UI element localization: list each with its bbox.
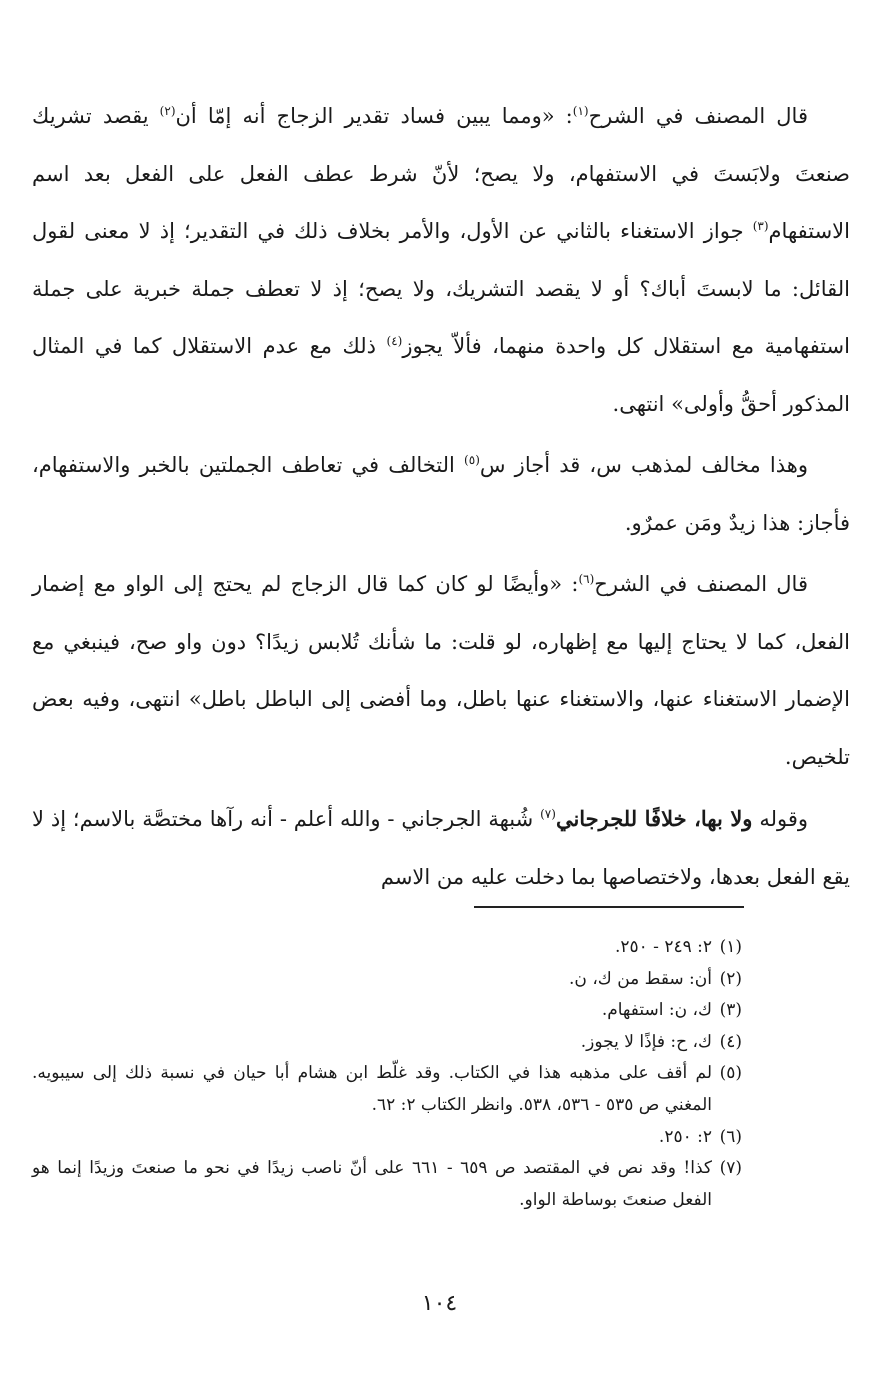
footnote-marker: (١) bbox=[572, 104, 589, 118]
footnote-number: (٣) bbox=[719, 1000, 742, 1021]
text-run: : «ومما يبين فساد تقدير الزجاج أنه إمّا أن bbox=[175, 104, 573, 128]
footnote bbox=[32, 932, 742, 964]
footnote-separator bbox=[474, 906, 744, 908]
footnote bbox=[32, 1027, 742, 1059]
text-run: وقوله bbox=[752, 807, 809, 831]
footnote-number: (٦) bbox=[719, 1126, 742, 1147]
footnote-number: (١) bbox=[719, 937, 742, 957]
footnote-marker: (٥) bbox=[464, 453, 480, 467]
paragraph bbox=[32, 437, 850, 552]
footnote bbox=[32, 1122, 742, 1154]
footnote bbox=[32, 964, 742, 996]
text-run: قال المصنف في الشرح bbox=[588, 104, 808, 128]
footnote-marker: (٧) bbox=[540, 807, 556, 821]
paragraph bbox=[32, 88, 850, 433]
footnote-marker: (٢) bbox=[159, 104, 176, 118]
text-run: شُبهة الجرجاني - والله أعلم - أنه رآها مختصَّة بالاسم؛ إذ لا يقع الفعل بعدها، ولاختصاصها بما دخلت عليه من الاسم bbox=[32, 807, 850, 889]
footnote-marker: (٣) bbox=[752, 219, 769, 233]
footnote-text: لم أقف على مذهبه هذا في الكتاب. وقد غلّط ابن هشام أبا حيان في نسبة ذلك إلى سيبويه. المغني ص ٥٣٥ - ٥٣٦، ٥٣٨. وانظر الكتاب ٢: ٦٢. bbox=[32, 1063, 712, 1115]
footnote-text: ك، ن: استفهام. bbox=[601, 1000, 712, 1021]
text-run: جواز الاستغناء بالثاني عن الأول، والأمر بخلاف ذلك في التقدير؛ إذ لا معنى لقول القائل: ما لابستَ أباك؟ أو لا يقصد التشريك، ولا يصح؛ إذ لا تعطف جملة خبرية على جملة استفهامية مع استقلال كل واحدة منهما، فألاّ يجوز bbox=[32, 219, 850, 358]
text-run: التخالف في تعاطف الجملتين بالخبر والاستفهام، فأجاز: هذا زيدٌ ومَن عمرٌو. bbox=[32, 453, 850, 535]
paragraph bbox=[32, 790, 850, 906]
footnote-marker: (٤) bbox=[386, 334, 403, 348]
page-number: ١٠٤ bbox=[421, 1291, 458, 1316]
quoted-phrase: ولا بها، خلافًا للجرجاني bbox=[555, 806, 753, 831]
footnote-number: (٧) bbox=[719, 1158, 742, 1179]
text-run: وهذا مخالف لمذهب س، قد أجاز س bbox=[479, 453, 808, 477]
text-run: قال المصنف في الشرح bbox=[594, 572, 808, 596]
text-run: ذلك مع عدم الاستقلال كما في المثال المذكور أحقُّ وأولى» انتهى. bbox=[32, 334, 850, 416]
footnote-marker: (٦) bbox=[578, 572, 595, 586]
footnote bbox=[32, 1153, 742, 1216]
footnote-text: ك، ح: فإذًا لا يجوز. bbox=[580, 1031, 712, 1052]
footnote-number: (٥) bbox=[719, 1063, 742, 1084]
footnote-text: كذا! وقد نص في المقتصد ص ٦٥٩ - ٦٦١ على أنّ ناصب زيدًا في نحو ما صنعتَ وزيدًا إنما هو الفعل صنعتَ بوساطة الواو. bbox=[32, 1158, 712, 1210]
footnote-text: ٢: ٢٤٩ - ٢٥٠. bbox=[614, 937, 712, 957]
text-run: : «وأيضًا لو كان كما قال الزجاج لم يحتج إلى الواو مع إضمار الفعل، كما لا يحتاج إليها مع إظهاره، لو قلت: ما شأنك تُلابس زيدًا؟ دون واو صح، فينبغي مع الإضمار الاستغناء عنها، والاستغناء عنها باطل، وما أفضى إلى الباطل باطل» انتهى، وفيه بعض تلخيص. bbox=[32, 572, 850, 769]
footnote bbox=[32, 995, 742, 1027]
footnotes bbox=[32, 932, 742, 1216]
text-run: يقصد تشريك صنعتَ ولابَستَ في الاستفهام، ولا يصح؛ لأنّ شرط عطف الفعل على الفعل بعد اسم الاستفهام bbox=[32, 104, 850, 243]
footnote-text: ٢: ٢٥٠. bbox=[658, 1126, 712, 1147]
footnote bbox=[32, 1058, 742, 1121]
paragraph bbox=[32, 556, 850, 786]
footnote-number: (٤) bbox=[719, 1031, 742, 1052]
footnote-number: (٢) bbox=[719, 968, 742, 989]
footnote-text: أن: سقط من ك، ن. bbox=[569, 968, 712, 989]
main-text bbox=[32, 88, 850, 906]
